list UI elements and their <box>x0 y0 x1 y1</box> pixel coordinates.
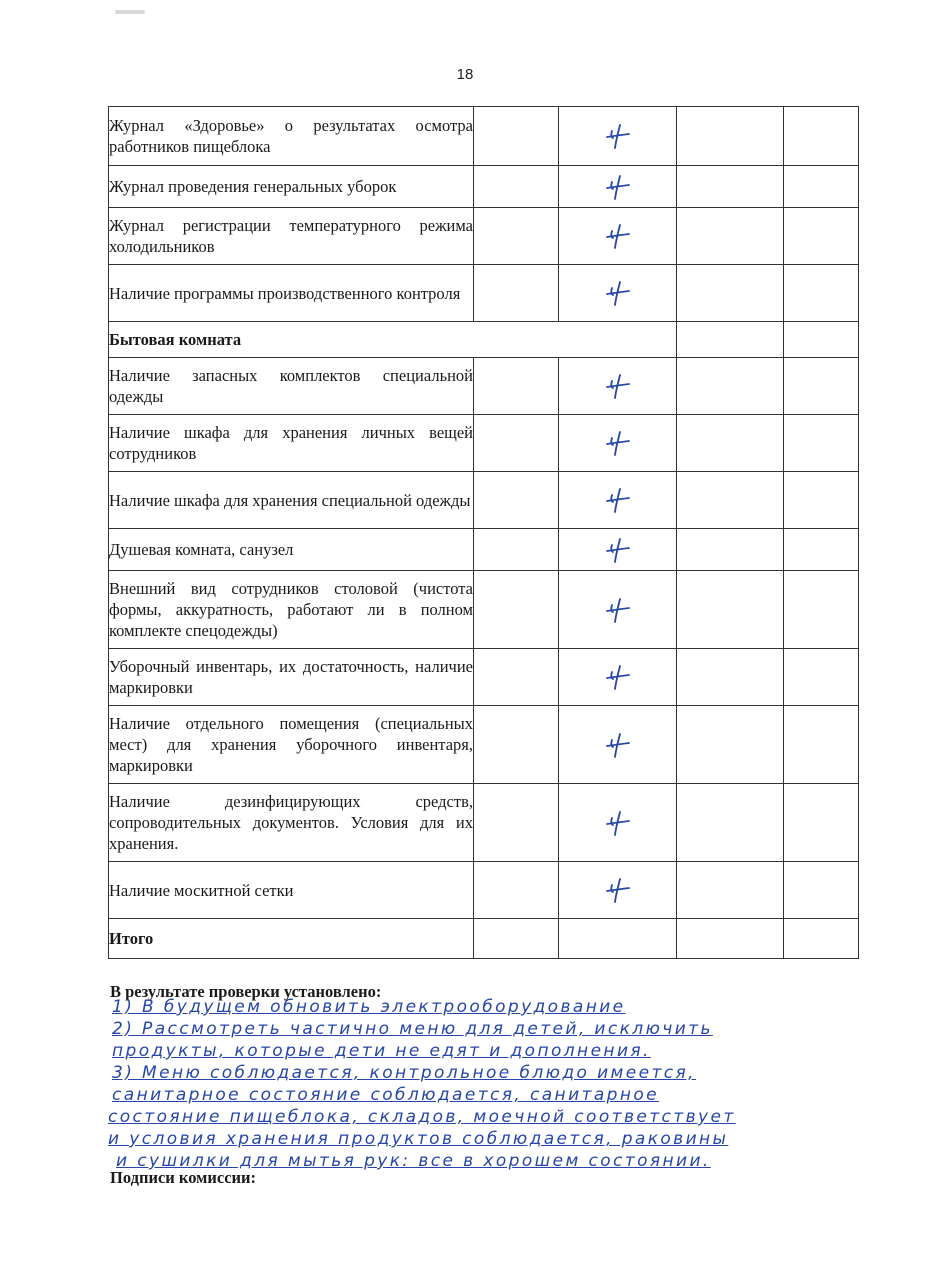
table-cell <box>677 784 784 862</box>
scan-smudge <box>115 10 145 14</box>
table-cell <box>474 107 559 166</box>
table-row <box>109 265 859 322</box>
criterion-label: Наличие программы производственного контроля <box>109 265 474 322</box>
table-cell <box>474 166 559 208</box>
handwritten-line: 3) Меню соблюдается, контрольное блюдо имеется, <box>112 1063 696 1083</box>
table-cell <box>677 529 784 571</box>
table-row <box>109 358 859 415</box>
criterion-label: Журнал проведения генеральных уборок <box>109 166 474 208</box>
criterion-label: Журнал регистрации температурного режима холодильников <box>109 208 474 265</box>
check-mark <box>559 595 676 625</box>
plus-check-icon <box>603 485 633 515</box>
table-cell <box>474 649 559 706</box>
table-cell <box>677 415 784 472</box>
table-cell <box>474 862 559 919</box>
table-cell <box>559 208 677 265</box>
table-row <box>109 107 859 166</box>
table-cell <box>677 649 784 706</box>
criterion-label: Наличие запасных комплектов специальной одежды <box>109 358 474 415</box>
section-heading: Бытовая комната <box>109 322 677 358</box>
plus-check-icon <box>603 662 633 692</box>
plus-check-icon <box>603 875 633 905</box>
check-mark <box>559 428 676 458</box>
table-cell <box>784 862 859 919</box>
table-cell <box>677 107 784 166</box>
results-heading: В результате проверки установлено: <box>110 982 382 1001</box>
table-cell <box>784 322 859 358</box>
page-number: 18 <box>456 66 474 83</box>
plus-check-icon <box>603 121 633 151</box>
table-cell <box>784 784 859 862</box>
criterion-label: Журнал «Здоровье» о результатах осмотра работников пищеблока <box>109 107 474 166</box>
check-mark <box>559 485 676 515</box>
table-row <box>109 706 859 784</box>
handwritten-line: 1) В будущем обновить электрооборудование <box>112 997 626 1017</box>
check-mark <box>559 808 676 838</box>
table-cell <box>677 862 784 919</box>
plus-check-icon <box>603 428 633 458</box>
table-cell <box>559 415 677 472</box>
criterion-label: Душевая комната, санузел <box>109 529 474 571</box>
table-cell <box>784 571 859 649</box>
table-cell <box>474 358 559 415</box>
table-row <box>109 919 859 959</box>
checklist-table <box>108 106 859 959</box>
table-cell <box>677 706 784 784</box>
handwritten-line: состояние пищеблока, складов, моечной соответствует <box>108 1107 736 1127</box>
check-mark <box>559 172 676 202</box>
table-cell <box>677 322 784 358</box>
table-row <box>109 862 859 919</box>
check-mark <box>559 535 676 565</box>
table-cell <box>677 571 784 649</box>
table-cell <box>784 706 859 784</box>
plus-check-icon <box>603 595 633 625</box>
table-row <box>109 322 859 358</box>
criterion-label: Наличие шкафа для хранения специальной одежды <box>109 472 474 529</box>
plus-check-icon <box>603 278 633 308</box>
plus-check-icon <box>603 221 633 251</box>
plus-check-icon <box>603 535 633 565</box>
table-cell <box>784 919 859 959</box>
table-cell <box>559 265 677 322</box>
table-cell <box>474 784 559 862</box>
table-cell <box>474 571 559 649</box>
table-cell <box>784 529 859 571</box>
table-row <box>109 571 859 649</box>
table-row <box>109 208 859 265</box>
table-cell <box>784 166 859 208</box>
table-cell <box>784 649 859 706</box>
table-cell <box>474 208 559 265</box>
table-row <box>109 415 859 472</box>
table-row <box>109 649 859 706</box>
check-mark <box>559 662 676 692</box>
table-cell <box>784 472 859 529</box>
table-row <box>109 529 859 571</box>
table-cell <box>677 208 784 265</box>
table-cell <box>677 358 784 415</box>
check-mark <box>559 278 676 308</box>
table-cell <box>559 571 677 649</box>
table-cell <box>677 919 784 959</box>
table-cell <box>784 415 859 472</box>
check-mark <box>559 121 676 151</box>
table-cell <box>474 265 559 322</box>
table-cell <box>784 208 859 265</box>
table-cell <box>559 919 677 959</box>
handwritten-line: продукты, которые дети не едят и дополнения. <box>112 1041 651 1061</box>
table-cell <box>559 358 677 415</box>
plus-check-icon <box>603 371 633 401</box>
criterion-label: Внешний вид сотрудников столовой (чистота формы, аккуратность, работают ли в полном комплекте спецодежды) <box>109 571 474 649</box>
plus-check-icon <box>603 808 633 838</box>
plus-check-icon <box>603 730 633 760</box>
total-label: Итого <box>109 919 474 959</box>
table-row <box>109 472 859 529</box>
table-cell <box>784 107 859 166</box>
handwritten-line: и сушилки для мытья рук: все в хорошем состоянии. <box>116 1151 711 1171</box>
table-cell <box>559 529 677 571</box>
table-cell <box>677 472 784 529</box>
table-cell <box>559 706 677 784</box>
signatures-label: Подписи комиссии: <box>110 1168 257 1187</box>
table-row <box>109 784 859 862</box>
table-cell <box>559 107 677 166</box>
criterion-label: Наличие дезинфицирующих средств, сопроводительных документов. Условия для их хранения. <box>109 784 474 862</box>
table-cell <box>559 472 677 529</box>
table-cell <box>474 472 559 529</box>
table-cell <box>677 265 784 322</box>
table-cell <box>677 166 784 208</box>
handwritten-line: и условия хранения продуктов соблюдается, раковины <box>108 1129 729 1149</box>
criterion-label: Уборочный инвентарь, их достаточность, наличие маркировки <box>109 649 474 706</box>
plus-check-icon <box>603 172 633 202</box>
table-cell <box>784 358 859 415</box>
table-cell <box>559 784 677 862</box>
table-cell <box>559 862 677 919</box>
handwritten-line: 2) Рассмотреть частично меню для детей, исключить <box>112 1019 713 1039</box>
table-cell <box>474 529 559 571</box>
criterion-label: Наличие шкафа для хранения личных вещей сотрудников <box>109 415 474 472</box>
check-mark <box>559 371 676 401</box>
handwritten-findings <box>108 996 908 1172</box>
table-cell <box>474 919 559 959</box>
check-mark <box>559 875 676 905</box>
criterion-label: Наличие москитной сетки <box>109 862 474 919</box>
table-cell <box>474 706 559 784</box>
criterion-label: Наличие отдельного помещения (специальных мест) для хранения уборочного инвентаря, маркировки <box>109 706 474 784</box>
table-cell <box>559 649 677 706</box>
handwritten-line: санитарное состояние соблюдается, санитарное <box>112 1085 660 1105</box>
check-mark <box>559 730 676 760</box>
check-mark <box>559 221 676 251</box>
table-cell <box>559 166 677 208</box>
table-cell <box>474 415 559 472</box>
table-row <box>109 166 859 208</box>
table-cell <box>784 265 859 322</box>
